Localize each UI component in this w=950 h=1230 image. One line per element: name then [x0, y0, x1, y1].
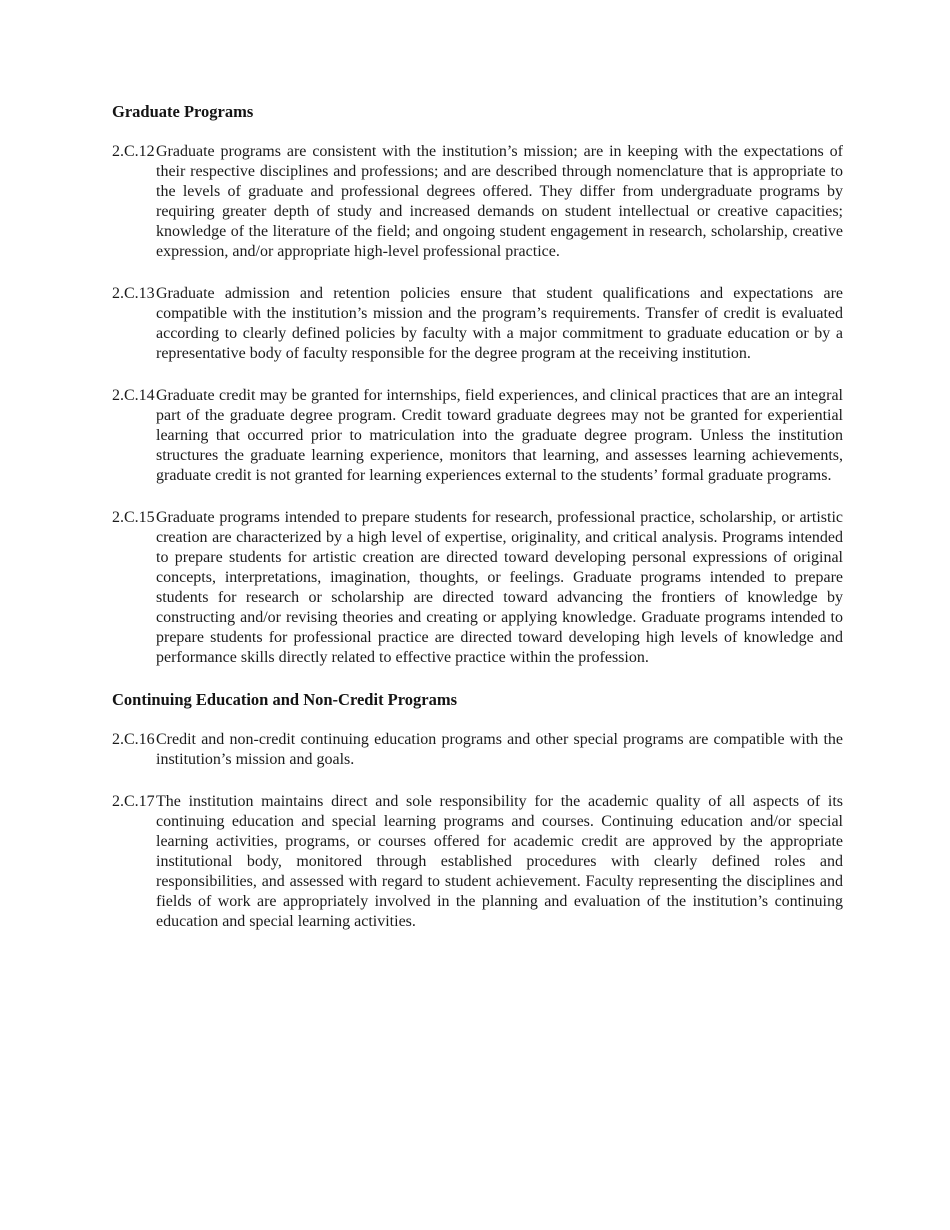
standard-item-2c15: [112, 508, 843, 668]
standard-number: 2.C.17: [112, 793, 155, 810]
standard-text: The institution maintains direct and sole responsibility for the academic quality of all aspects of its continuing education and special learning programs and courses. Continuing education and/or special learning activities, programs, or courses offered for academic credit are approved by the appropriate institutional body, monitored through established procedures with clearly defined roles and responsibilities, and assessed with regard to student achievement. Faculty representing the disciplines and fields of work are appropriately involved in the planning and evaluation of the institution’s continuing education and special learning activities.: [156, 793, 843, 930]
standard-item-2c13: [112, 284, 843, 364]
standard-text: Graduate admission and retention policies ensure that student qualifications and expectations are compatible with the institution’s mission and the program’s requirements. Transfer of credit is evaluated according to clearly defined policies by faculty with a major commitment to graduate education or by a representative body of faculty responsible for the degree program at the receiving institution.: [156, 285, 843, 362]
standard-number: 2.C.15: [112, 509, 155, 526]
standard-text: Graduate programs intended to prepare students for research, professional practice, scholarship, or artistic creation are characterized by a high level of expertise, originality, and critical analysis. Programs intended to prepare students for artistic creation are directed toward developing personal expressions of original concepts, interpretations, imagination, thoughts, or feelings. Graduate programs intended to prepare students for research or scholarship are directed toward advancing the frontiers of knowledge by constructing and/or revising theories and creating or applying knowledge. Graduate programs intended to prepare students for professional practice are directed toward developing high levels of knowledge and performance skills directly related to effective practice within the profession.: [156, 509, 843, 666]
standard-number: 2.C.14: [112, 387, 155, 404]
section-heading-graduate-programs: Graduate Programs: [112, 102, 254, 121]
standard-text: Credit and non-credit continuing education programs and other special programs are compatible with the institution’s mission and goals.: [156, 731, 843, 768]
document-content: [112, 102, 843, 954]
standard-item-2c16: [112, 730, 843, 770]
standard-text: Graduate programs are consistent with the institution’s mission; are in keeping with the expectations of their respective disciplines and professions; and are described through nomenclature that is appropriate to the levels of graduate and professional degrees offered. They differ from undergraduate programs by requiring greater depth of study and increased demands on student intellectual or creative capacities; knowledge of the literature of the field; and ongoing student engagement in research, scholarship, creative expression, and/or appropriate high-level professional practice.: [156, 143, 843, 260]
standard-text: Graduate credit may be granted for internships, field experiences, and clinical practices that are an integral part of the graduate degree program. Credit toward graduate degrees may not be granted for experiential learning that occurred prior to matriculation into the graduate degree program. Unless the institution structures the graduate learning experience, monitors that learning, and assesses learning achievements, graduate credit is not granted for learning experiences external to the students’ formal graduate programs.: [156, 387, 843, 484]
standard-number: 2.C.13: [112, 285, 155, 302]
standard-item-2c14: [112, 386, 843, 486]
standard-item-2c12: [112, 142, 843, 262]
standard-item-2c17: [112, 792, 843, 932]
standard-number: 2.C.16: [112, 731, 155, 748]
section-heading-continuing-education: Continuing Education and Non-Credit Programs: [112, 690, 458, 709]
standard-number: 2.C.12: [112, 143, 155, 160]
